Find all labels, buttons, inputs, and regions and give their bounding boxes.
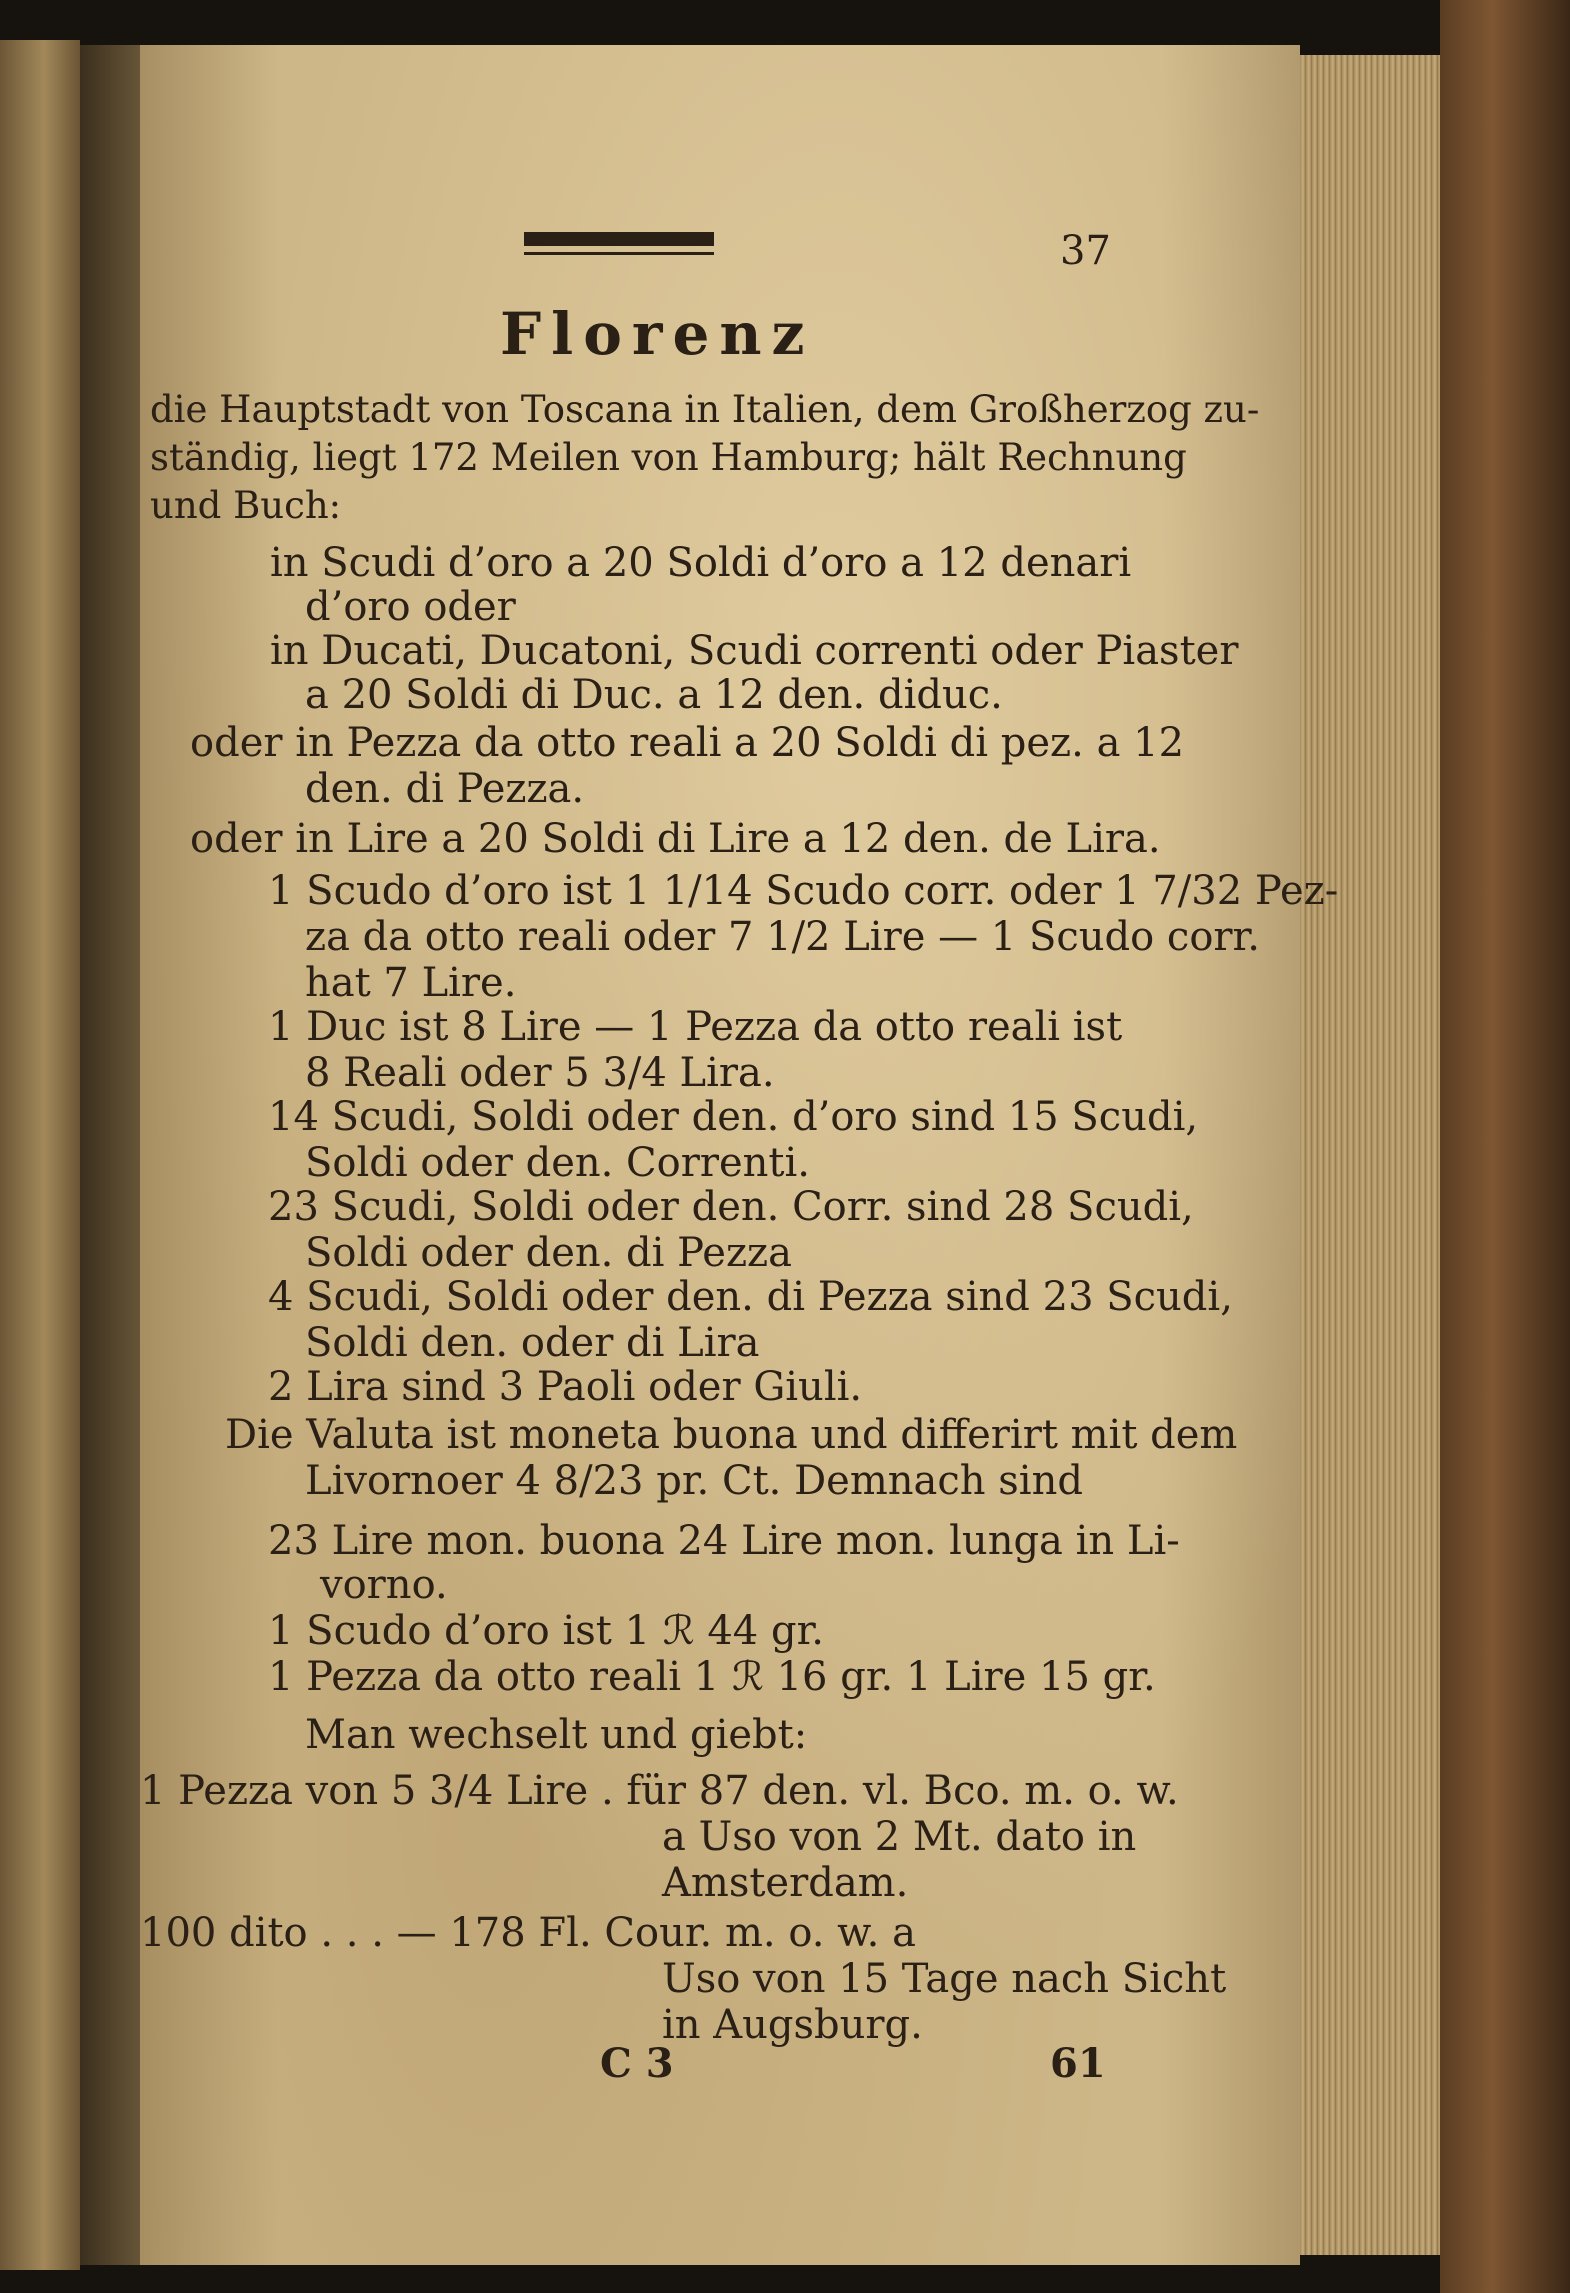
- catchword: 61: [1050, 2040, 1106, 2087]
- exchange-line: 1 Pezza von 5 3/4 Lire . für 87 den. vl. Bco. m. o. w.: [140, 1768, 1179, 1814]
- equivalent-line: Soldi oder den. Correnti.: [305, 1140, 810, 1186]
- account-line: in Ducati, Ducatoni, Scudi correnti oder Piaster: [270, 628, 1239, 674]
- exchange-line: in Augsburg.: [662, 2002, 923, 2048]
- valuta-line: vorno.: [320, 1562, 448, 1608]
- section-title: Florenz: [500, 300, 815, 368]
- equivalent-line: 4 Scudi, Soldi oder den. di Pezza sind 23 Scudi,: [268, 1274, 1233, 1320]
- intro-line: die Hauptstadt von Toscana in Italien, dem Großherzog zu-: [150, 388, 1260, 431]
- account-line: a 20 Soldi di Duc. a 12 den. diduc.: [305, 672, 1003, 718]
- account-line: den. di Pezza.: [305, 766, 585, 812]
- signature-mark: C 3: [600, 2040, 674, 2087]
- equivalent-line: 8 Reali oder 5 3/4 Lira.: [305, 1050, 775, 1096]
- equivalent-line: Soldi den. oder di Lira: [305, 1320, 760, 1366]
- exchange-heading: Man wechselt und giebt:: [305, 1712, 808, 1758]
- valuta-line: 1 Pezza da otto reali 1 ℛ 16 gr. 1 Lire 15 gr.: [268, 1654, 1156, 1700]
- account-line: d’oro oder: [305, 584, 516, 630]
- equivalent-line: 14 Scudi, Soldi oder den. d’oro sind 15 Scudi,: [268, 1094, 1199, 1140]
- valuta-line: Livornoer 4 8/23 pr. Ct. Demnach sind: [305, 1458, 1083, 1504]
- account-line: oder in Pezza da otto reali a 20 Soldi di pez. a 12: [190, 720, 1185, 766]
- exchange-line: Uso von 15 Tage nach Sicht: [662, 1956, 1227, 2002]
- exchange-line: a Uso von 2 Mt. dato in: [662, 1814, 1137, 1860]
- equivalent-line: hat 7 Lire.: [305, 960, 517, 1006]
- book-cover-edge: [1440, 0, 1570, 2293]
- left-page-edge: [0, 40, 80, 2270]
- valuta-line: Die Valuta ist moneta buona und differirt mit dem: [225, 1412, 1238, 1458]
- header-rule: [524, 232, 714, 246]
- exchange-line: 100 dito . . . — 178 Fl. Cour. m. o. w. a: [140, 1910, 916, 1956]
- equivalent-line: 2 Lira sind 3 Paoli oder Giuli.: [268, 1364, 863, 1410]
- intro-line: ständig, liegt 172 Meilen von Hamburg; hält Rechnung: [150, 436, 1187, 479]
- intro-line: und Buch:: [150, 484, 342, 527]
- equivalent-line: 1 Duc ist 8 Lire — 1 Pezza da otto reali ist: [268, 1004, 1123, 1050]
- equivalent-line: 1 Scudo d’oro ist 1 1/14 Scudo corr. oder 1 7/32 Pez-: [268, 868, 1339, 914]
- valuta-line: 23 Lire mon. buona 24 Lire mon. lunga in Li-: [268, 1518, 1180, 1564]
- account-line: oder in Lire a 20 Soldi di Lire a 12 den. de Lira.: [190, 816, 1161, 862]
- equivalent-line: Soldi oder den. di Pezza: [305, 1230, 792, 1276]
- exchange-line: Amsterdam.: [662, 1860, 909, 1906]
- account-line: in Scudi d’oro a 20 Soldi d’oro a 12 denari: [270, 540, 1132, 586]
- header-rule-thin: [524, 252, 714, 255]
- equivalent-line: za da otto reali oder 7 1/2 Lire — 1 Scudo corr.: [305, 914, 1260, 960]
- equivalent-line: 23 Scudi, Soldi oder den. Corr. sind 28 Scudi,: [268, 1184, 1194, 1230]
- valuta-line: 1 Scudo d’oro ist 1 ℛ 44 gr.: [268, 1608, 825, 1654]
- page-block-edges: [1300, 55, 1460, 2255]
- page-number: 37: [1060, 228, 1111, 274]
